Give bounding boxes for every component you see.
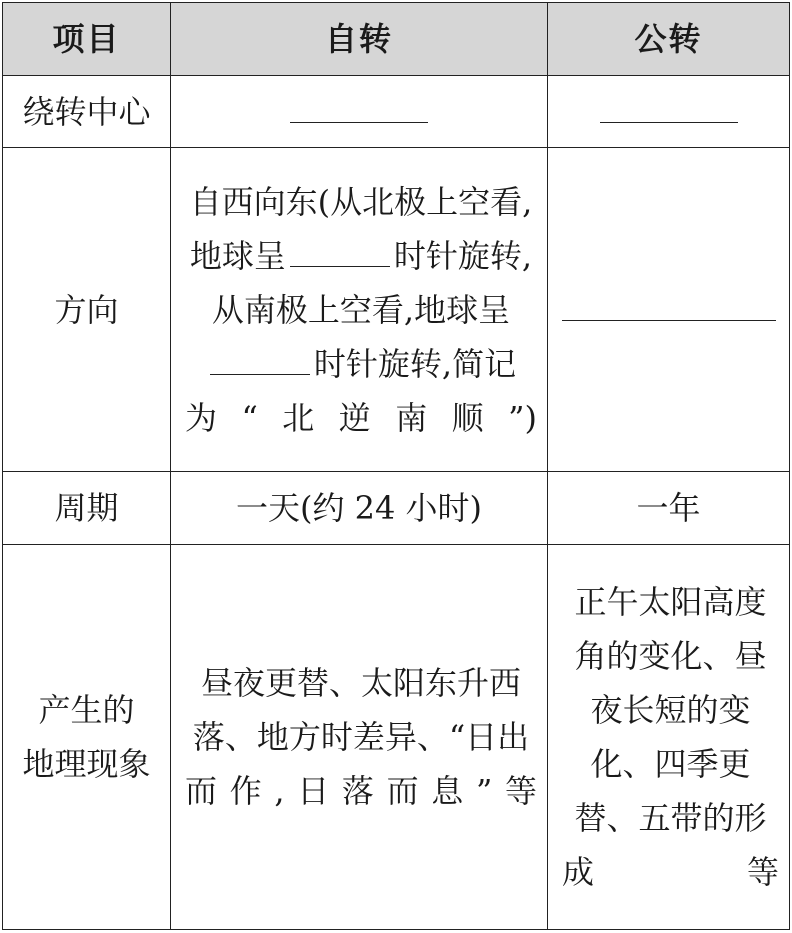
cell-revolution-direction-blank xyxy=(548,148,790,472)
header-item: 项目 xyxy=(3,3,171,76)
cell-rotation-period: 一天(约 24 小时) xyxy=(171,472,548,544)
row-phenomena xyxy=(3,544,790,929)
fill-in-blank xyxy=(600,88,738,123)
cell-revolution-phenomena: 正午太阳高度角的变化、昼夜长短的变化、四季更替、五带的形成等 xyxy=(548,544,790,929)
cell-rotation-phenomena: 昼夜更替、太阳东升西落、地方时差异、“日出而作,日落而息”等 xyxy=(171,544,548,929)
cell-revolution-period: 一年 xyxy=(548,472,790,544)
row-period xyxy=(3,472,790,544)
label-rotation-center: 绕转中心 xyxy=(3,76,171,148)
row-direction xyxy=(3,148,790,472)
earth-motion-comparison-table xyxy=(2,2,790,930)
direction-text-part2: 时针旋转,从南极上空看,地球呈 xyxy=(211,236,533,329)
label-phenomena-line1: 产生的 xyxy=(38,690,135,729)
label-direction: 方向 xyxy=(3,148,171,472)
cell-rotation-direction xyxy=(171,148,548,472)
row-rotation-center xyxy=(3,76,790,148)
fill-in-blank xyxy=(562,286,776,321)
cell-rotation-center-blank xyxy=(171,76,548,148)
header-revolution: 公转 xyxy=(548,3,790,76)
fill-in-blank xyxy=(290,88,428,123)
label-period: 周期 xyxy=(3,472,171,544)
direction-text-part1: 自西向东(从北极上空看,地球呈 xyxy=(189,182,533,275)
header-row xyxy=(3,3,790,76)
label-phenomena xyxy=(3,544,171,929)
label-phenomena-line2: 地理现象 xyxy=(22,744,151,783)
direction-text-part3: 时针旋转,简记为“北逆南顺”) xyxy=(185,344,537,437)
fill-in-blank xyxy=(290,236,390,267)
header-rotation: 自转 xyxy=(171,3,548,76)
fill-in-blank xyxy=(210,344,310,375)
cell-revolution-center-blank xyxy=(548,76,790,148)
